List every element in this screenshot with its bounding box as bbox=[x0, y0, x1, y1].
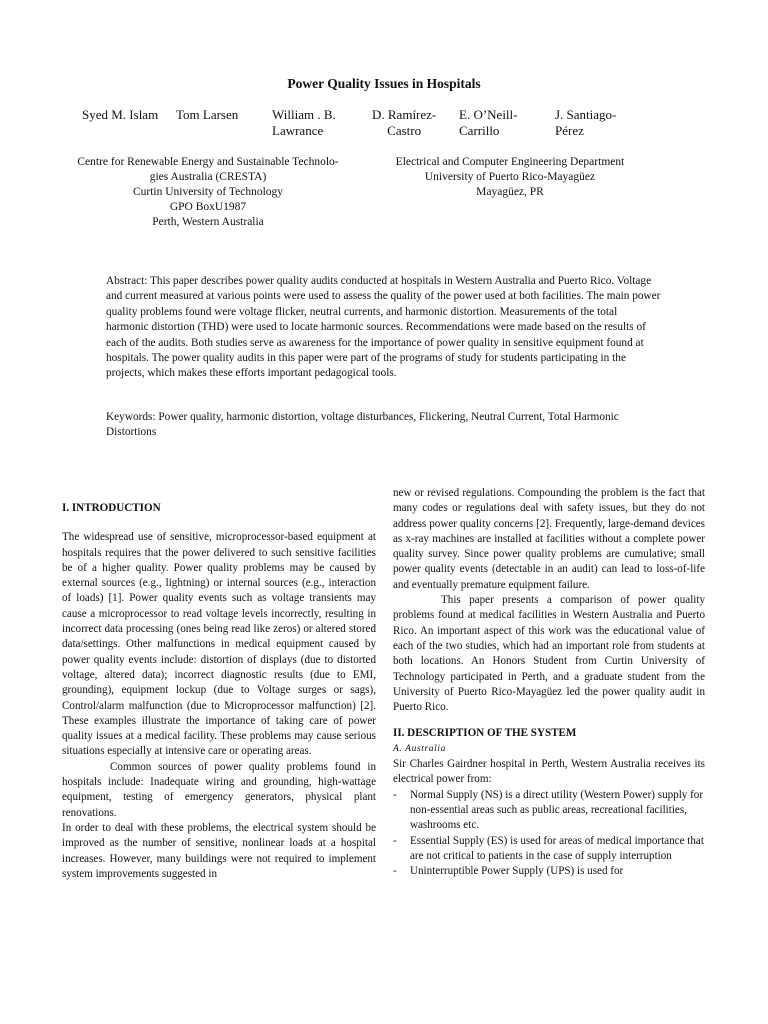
author-name-line2: Lawrance bbox=[272, 123, 324, 138]
paragraph: This paper presents a comparison of power quality problems found at medical facilities in Western Australia and Puerto Rico. An important aspect of this work was the educational value of each of the two studies, which had an important role from students at both locations. An Honors Student from Curtin University of Technology participated in Perth, and a graduate student from the University of Puerto Rico-Mayagüez led the power quality audit in Puerto Rico. bbox=[393, 594, 705, 714]
list-item-text: Uninterruptible Power Supply (UPS) is used for bbox=[410, 865, 624, 878]
list-item-text: Essential Supply (ES) is used for areas of medical importance that are not critical to patients in the case of supply interruption bbox=[410, 834, 704, 862]
affiliation-line: Mayagüez, PR bbox=[476, 186, 544, 198]
list-marker: - bbox=[393, 865, 397, 878]
author-1 bbox=[82, 107, 158, 123]
section-heading-description: II. DESCRIPTION OF THE SYSTEM bbox=[393, 727, 577, 740]
author-name-line1: J. Santiago- bbox=[555, 107, 617, 122]
affiliation-left bbox=[58, 155, 358, 230]
affiliation-line: Centre for Renewable Energy and Sustainable Technolo- bbox=[77, 156, 339, 168]
author-name-line1: William . B. bbox=[272, 107, 336, 122]
list-marker: - bbox=[393, 788, 397, 801]
subsection-heading-australia: A. Australia bbox=[393, 743, 446, 754]
affiliation-line: GPO BoxU1987 bbox=[169, 201, 247, 213]
author-name-line1: D. Ramírez- bbox=[372, 107, 437, 122]
author-4 bbox=[372, 107, 436, 139]
right-column bbox=[393, 486, 705, 879]
list-item-text: Normal Supply (NS) is a direct utility (Western Power) supply for non-essential areas such as public areas, recreational facilities, washrooms etc. bbox=[410, 788, 704, 832]
paragraph: new or revised regulations. Compounding the problem is the fact that many codes or regulations deal with safety issues, but they do not address power quality concerns [2]. Frequently, large-demand devices as x-ray machines are installed at facilities without a complete power quality survey. Since power quality problems are cumulative; small power quality events (detectable in an audit) can lead to loss-of-life and eventually premature equipment failure. bbox=[393, 487, 705, 591]
keywords: Keywords: Power quality, harmonic distortion, voltage disturbances, Flickering, Neutral Current, Total Harmonic Distortions bbox=[106, 411, 619, 439]
section-heading-introduction: I. INTRODUCTION bbox=[62, 502, 161, 514]
supply-list bbox=[393, 788, 705, 880]
paragraph: Common sources of power quality problems found in hospitals include: Inadequate wiring and grounding, high-wattage equipment, testing of emergency generators, physical plant renovations. bbox=[62, 760, 376, 819]
author-name-line1: E. O’Neill- bbox=[459, 107, 518, 122]
author-name-line2: Castro bbox=[387, 123, 422, 138]
author-3 bbox=[272, 107, 336, 139]
list-item bbox=[393, 834, 705, 865]
author-name-line2: Pérez bbox=[555, 123, 584, 138]
paper-title: Power Quality Issues in Hospitals bbox=[287, 76, 481, 91]
author-6 bbox=[555, 107, 616, 139]
paragraph: Sir Charles Gairdner hospital in Perth, Western Australia receives its electrical power from: bbox=[393, 758, 705, 786]
affiliation-line: Perth, Western Australia bbox=[152, 216, 264, 228]
author-name-line1: Syed M. Islam bbox=[82, 107, 159, 122]
paragraph: In order to deal with these problems, the electrical system should be improved as the number of sensitive, nonlinear loads at a hospital increases. However, many buildings were not required to implement system improvements suggested in bbox=[62, 821, 376, 880]
author-name-line2: Carrillo bbox=[459, 123, 500, 138]
affiliation-line: gies Australia (CRESTA) bbox=[149, 171, 267, 183]
left-column bbox=[62, 501, 376, 882]
affiliation-line: Curtin University of Technology bbox=[132, 186, 284, 198]
affiliation-line: University of Puerto Rico-Mayagüez bbox=[424, 171, 596, 183]
author-name-line1: Tom Larsen bbox=[176, 107, 239, 122]
affiliation-line: Electrical and Computer Engineering Department bbox=[395, 156, 625, 168]
author-2 bbox=[176, 107, 238, 123]
author-5 bbox=[459, 107, 517, 139]
paragraph: The widespread use of sensitive, microprocessor-based equipment at hospitals requires that the power delivered to such sensitive facilities be of a higher quality. Power quality problems may be caused by external sources (e.g., lightning) or internal sources (e.g., interaction of loads) [1]. Power quality events such as voltage transients may cause a microprocessor to read voltage levels incorrectly, resulting in incorrect data processing (ones being read like zeros) or altered stored data/settings. Other malfunctions in medical equipment caused by power quality events include: distortion of displays (due to distorted voltage, altered data); incorrect diagnostic results (due to EMI, grounding), equipment lockup (due to Voltage surges or sags), Control/alarm malfunction (due to Microprocessor malfunction) [2]. These examples illustrate the importance of taking care of power quality issues at a medical facility. These problems may cause serious situations especially at intensive care or operating areas. bbox=[62, 531, 376, 758]
abstract: Abstract: This paper describes power quality audits conducted at hospitals in Western Australia and Puerto Rico. Voltage and current measured at various points were used to assess the quality of the power used at both facilities. The main power quality problems found were voltage flicker, neutral currents, and harmonic distortion. Measurements of the total harmonic distortion (THD) were used to locate harmonic sources. Recommendations were made based on the results of each of the audits. Both studies serve as awareness for the importance of power quality in sensitive equipment found at hospitals. The power quality audits in this paper were part of the programs of study for students participating in the projects, which makes these efforts important pedagogical tools. bbox=[106, 275, 661, 380]
list-item bbox=[393, 788, 705, 834]
list-marker: - bbox=[393, 834, 397, 847]
list-item bbox=[393, 864, 705, 879]
affiliation-right bbox=[380, 155, 640, 200]
